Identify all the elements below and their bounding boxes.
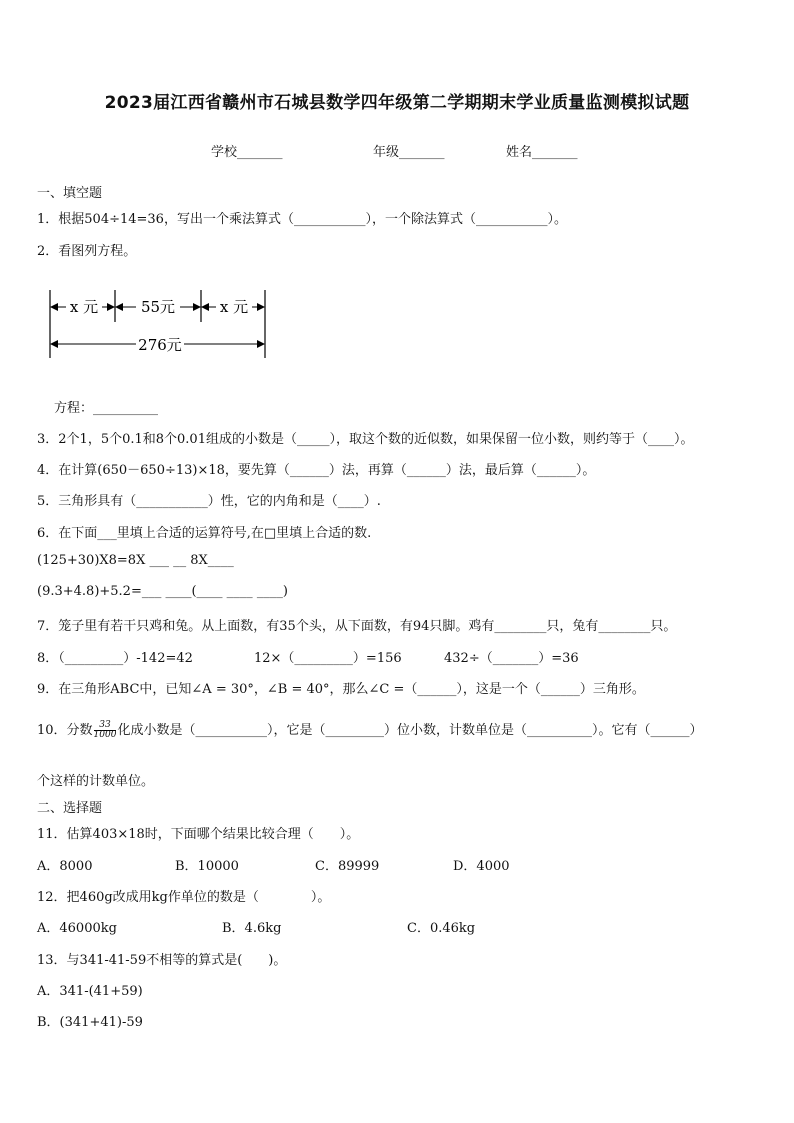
q13-option-a[interactable]: A．341-(41+59) xyxy=(37,984,143,999)
school-field: 学校_______ xyxy=(211,145,283,160)
q12-option-a[interactable]: A．46000kg xyxy=(37,921,117,936)
page-title: 2023届江西省赣州市石城县数学四年级第二学期期末学业质量监测模拟试题 xyxy=(104,93,690,113)
section-fill-blank: 一、填空题 xyxy=(37,186,103,201)
question-6: 6．在下面___里填上合适的运算符号,在□里填上合适的数. xyxy=(37,526,372,541)
question-10-continued: 个这样的计数单位。 xyxy=(37,774,155,789)
fraction-33-1000 xyxy=(94,721,117,740)
segment-diagram xyxy=(44,286,274,366)
question-2-equation: 方程：__________ xyxy=(54,401,159,416)
q11-option-c[interactable]: C．89999 xyxy=(315,859,380,874)
question-10-post: 化成小数是（___________），它是（_________）位小数，计数单位是（__________）。它有（______） xyxy=(117,723,703,738)
question-5: 5．三角形具有（___________）性，它的内角和是（____）. xyxy=(37,494,381,509)
question-2: 2．看图列方程。 xyxy=(37,244,137,259)
label-x-left: x 元 xyxy=(69,298,99,316)
section-multiple-choice: 二、选择题 xyxy=(37,801,103,816)
label-55: 55元 xyxy=(140,298,176,316)
question-3: 3．2个1，5个0.1和8个0.01组成的小数是（_____），取这个数的近似数，如果保留一位小数，则约等于（____）。 xyxy=(37,432,694,447)
fraction-denominator: 1000 xyxy=(93,730,117,740)
q11-option-d[interactable]: D．4000 xyxy=(453,859,510,874)
question-8c: 432÷（_______）=36 xyxy=(444,651,579,666)
question-6-line-b: (9.3+4.8)+5.2=___ ____(____ ____ ____) xyxy=(37,584,288,599)
question-12: 12．把460g改成用kg作单位的数是（ ）。 xyxy=(37,890,331,905)
question-8a: 8．（_________）-142=42 xyxy=(37,651,193,666)
question-4: 4．在计算(650－650÷13)×18，要先算（______）法，再算（______）法，最后算（______）。 xyxy=(37,463,596,478)
question-9: 9．在三角形ABC中，已知∠A = 30°，∠B = 40°，那么∠C =（______），这是一个（______）三角形。 xyxy=(37,682,645,697)
fraction-numerator: 33 xyxy=(94,721,117,731)
label-total: 276元 xyxy=(138,336,182,354)
question-13: 13．与341-41-59不相等的算式是( )。 xyxy=(37,953,287,968)
q13-option-b[interactable]: B．(341+41)-59 xyxy=(37,1015,143,1030)
question-6-line-a: (125+30)X8=8X ___ __ 8X____ xyxy=(37,553,234,568)
question-8b: 12×（_________）=156 xyxy=(254,651,402,666)
question-1: 1．根据504÷14=36，写出一个乘法算式（___________），一个除法算式（___________）。 xyxy=(37,212,567,227)
question-10-pre: 10．分数 xyxy=(37,723,93,738)
question-7: 7．笼子里有若干只鸡和兔。从上面数，有35个头，从下面数，有94只脚。鸡有________只，兔有________只。 xyxy=(37,619,677,634)
name-field: 姓名_______ xyxy=(506,145,578,160)
q11-option-b[interactable]: B．10000 xyxy=(175,859,239,874)
q11-option-a[interactable]: A．8000 xyxy=(37,859,93,874)
question-10 xyxy=(37,718,702,744)
question-11: 11．估算403×18时，下面哪个结果比较合理（ ）。 xyxy=(37,827,360,842)
q12-option-b[interactable]: B．4.6kg xyxy=(222,921,282,936)
grade-field: 年级_______ xyxy=(373,145,445,160)
q12-option-c[interactable]: C．0.46kg xyxy=(407,921,476,936)
label-x-right: x 元 xyxy=(219,298,249,316)
